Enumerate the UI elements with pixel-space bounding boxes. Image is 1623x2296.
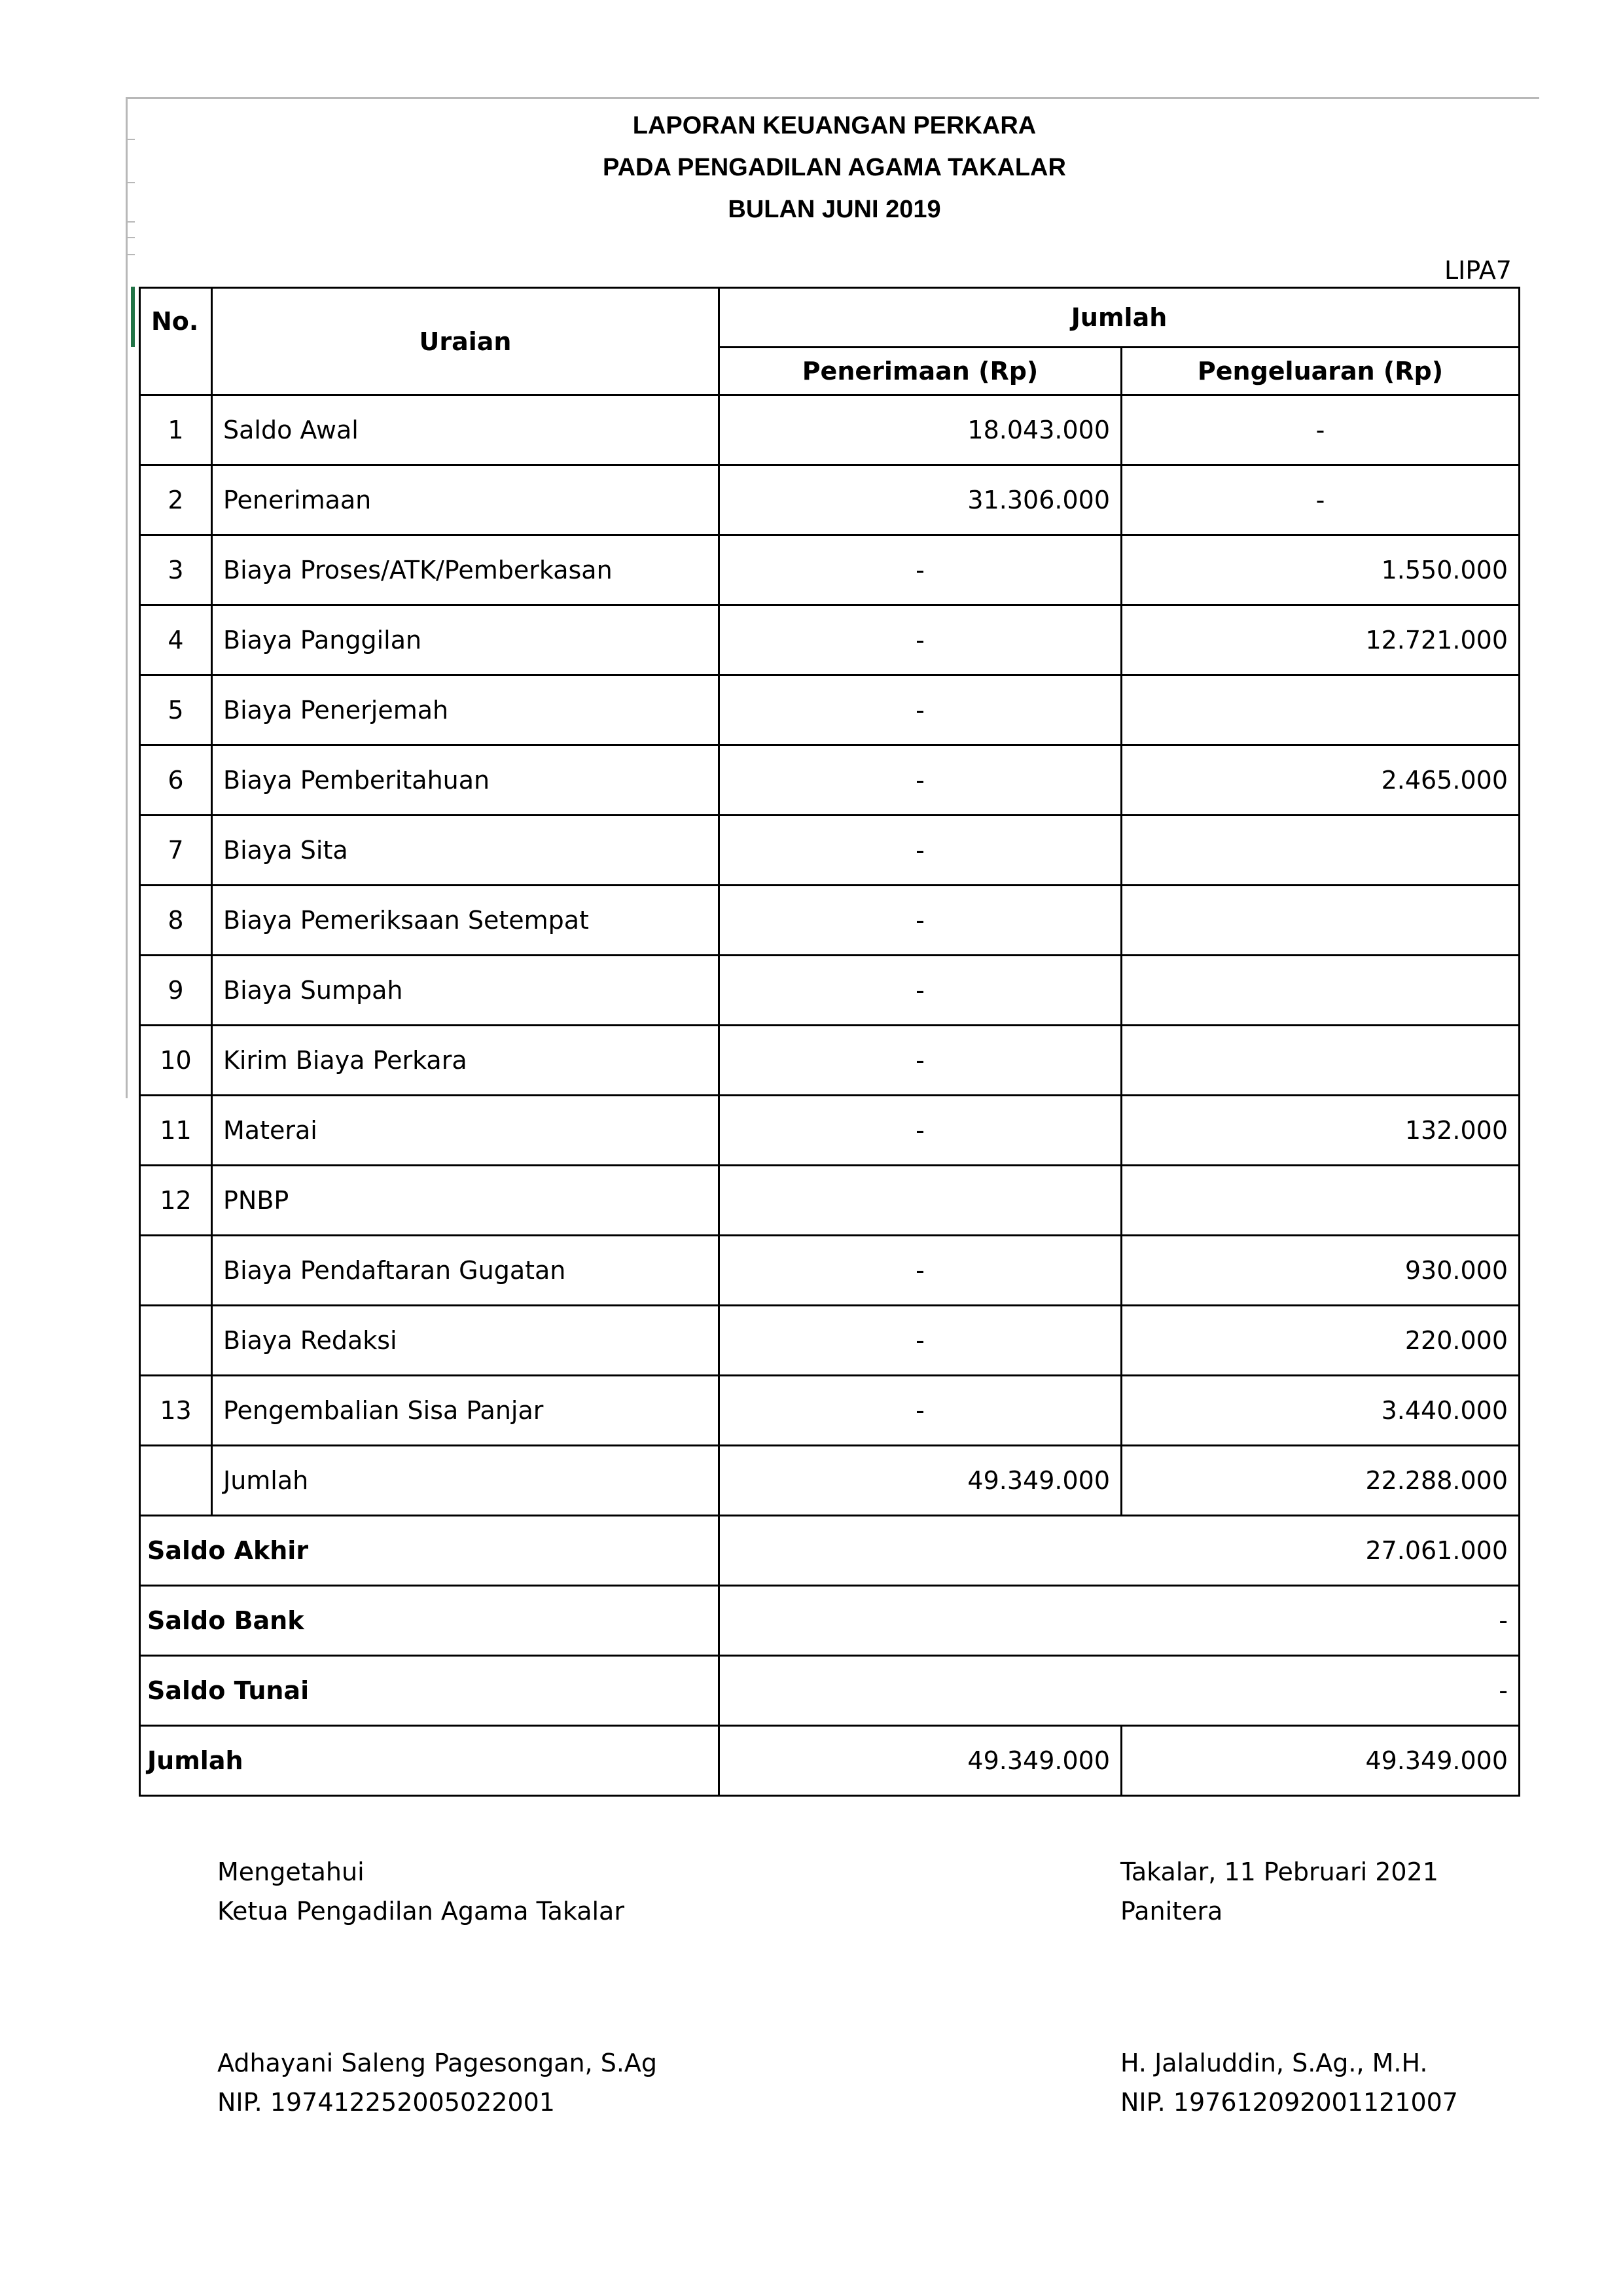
row-no	[140, 1446, 212, 1516]
row-pengeluaran	[1122, 816, 1520, 886]
row-penerimaan: -	[719, 675, 1122, 745]
grand-total-label: Jumlah	[140, 1726, 719, 1796]
saldo-akhir-label: Saldo Akhir	[140, 1516, 719, 1586]
row-uraian: Biaya Sumpah	[212, 956, 719, 1026]
row-uraian: Pengembalian Sisa Panjar	[212, 1376, 719, 1446]
row-penerimaan: -	[719, 1236, 1122, 1306]
table-row	[140, 675, 1520, 745]
row-pengeluaran: 22.288.000	[1122, 1446, 1520, 1516]
row-header-tick	[126, 139, 135, 140]
grand-total-row	[140, 1726, 1520, 1796]
row-pengeluaran	[1122, 1026, 1520, 1096]
signature-left-heading	[217, 1852, 624, 1931]
row-uraian: Biaya Proses/ATK/Pemberkasan	[212, 535, 719, 605]
saldo-akhir-value: 27.061.000	[719, 1516, 1520, 1586]
row-uraian: Biaya Redaksi	[212, 1306, 719, 1376]
header-jumlah: Jumlah	[719, 288, 1520, 348]
table-row-subtotal	[140, 1446, 1520, 1516]
table-row	[140, 605, 1520, 675]
row-penerimaan: -	[719, 956, 1122, 1026]
row-pengeluaran: 220.000	[1122, 1306, 1520, 1376]
table-row	[140, 886, 1520, 956]
header-penerimaan: Penerimaan (Rp)	[719, 348, 1122, 395]
header-no: No.	[140, 288, 212, 395]
row-uraian: Biaya Pendaftaran Gugatan	[212, 1236, 719, 1306]
grand-total-pengeluaran: 49.349.000	[1122, 1726, 1520, 1796]
row-header-tick	[126, 221, 135, 223]
row-no	[140, 1306, 212, 1376]
signature-right-name: H. Jalaluddin, S.Ag., M.H.	[1120, 2049, 1428, 2077]
grand-total-penerimaan: 49.349.000	[719, 1726, 1122, 1796]
table-row	[140, 1166, 1520, 1236]
row-penerimaan: 18.043.000	[719, 395, 1122, 465]
table-row	[140, 1236, 1520, 1306]
row-uraian: Biaya Panggilan	[212, 605, 719, 675]
saldo-bank-row	[140, 1586, 1520, 1656]
signature-right-line2: Panitera	[1120, 1897, 1223, 1926]
row-pengeluaran: 2.465.000	[1122, 745, 1520, 816]
saldo-akhir-row	[140, 1516, 1520, 1586]
title-line-3: BULAN JUNI 2019	[728, 196, 941, 223]
report-title	[144, 105, 1525, 230]
row-uraian: PNBP	[212, 1166, 719, 1236]
row-no: 9	[140, 956, 212, 1026]
row-pengeluaran: -	[1122, 395, 1520, 465]
header-uraian: Uraian	[212, 288, 719, 395]
row-uraian: Biaya Pemeriksaan Setempat	[212, 886, 719, 956]
row-penerimaan: -	[719, 816, 1122, 886]
row-no	[140, 1236, 212, 1306]
row-no: 3	[140, 535, 212, 605]
sheet-gridline-left	[126, 97, 128, 1098]
row-pengeluaran: -	[1122, 465, 1520, 535]
row-pengeluaran	[1122, 675, 1520, 745]
signature-left-name-block	[217, 2043, 657, 2122]
saldo-bank-label: Saldo Bank	[140, 1586, 719, 1656]
row-pengeluaran: 12.721.000	[1122, 605, 1520, 675]
row-no: 10	[140, 1026, 212, 1096]
row-header-tick	[126, 237, 135, 238]
header-pengeluaran: Pengeluaran (Rp)	[1122, 348, 1520, 395]
row-uraian: Biaya Sita	[212, 816, 719, 886]
row-pengeluaran	[1122, 956, 1520, 1026]
row-penerimaan: 31.306.000	[719, 465, 1122, 535]
row-penerimaan: -	[719, 1026, 1122, 1096]
row-penerimaan: -	[719, 1306, 1122, 1376]
row-no: 6	[140, 745, 212, 816]
row-pengeluaran: 1.550.000	[1122, 535, 1520, 605]
row-penerimaan: -	[719, 605, 1122, 675]
table-row	[140, 1096, 1520, 1166]
table-row	[140, 745, 1520, 816]
row-header-tick	[126, 182, 135, 183]
row-no: 2	[140, 465, 212, 535]
form-code: LIPA7	[1444, 256, 1512, 285]
row-no: 8	[140, 886, 212, 956]
table-row	[140, 535, 1520, 605]
row-no: 7	[140, 816, 212, 886]
row-no: 5	[140, 675, 212, 745]
signature-left-name: Adhayani Saleng Pagesongan, S.Ag	[217, 2049, 658, 2077]
row-penerimaan	[719, 1166, 1122, 1236]
table-row	[140, 1306, 1520, 1376]
title-line-1: LAPORAN KEUANGAN PERKARA	[632, 112, 1037, 139]
signature-right-line1: Takalar, 11 Pebruari 2021	[1120, 1857, 1438, 1886]
row-uraian: Penerimaan	[212, 465, 719, 535]
table-row	[140, 1026, 1520, 1096]
row-uraian: Materai	[212, 1096, 719, 1166]
row-uraian: Jumlah	[212, 1446, 719, 1516]
signature-left-line2: Ketua Pengadilan Agama Takalar	[217, 1897, 624, 1926]
row-uraian: Saldo Awal	[212, 395, 719, 465]
saldo-bank-value: -	[719, 1586, 1520, 1656]
sheet-gridline-top	[126, 97, 1539, 99]
signature-right-heading	[1120, 1852, 1438, 1931]
row-uraian: Kirim Biaya Perkara	[212, 1026, 719, 1096]
row-header-tick	[126, 254, 135, 255]
table-row	[140, 956, 1520, 1026]
row-penerimaan: -	[719, 535, 1122, 605]
saldo-tunai-label: Saldo Tunai	[140, 1656, 719, 1726]
signature-right-nip: NIP. 197612092001121007	[1120, 2088, 1458, 2117]
row-uraian: Biaya Penerjemah	[212, 675, 719, 745]
table-body	[140, 395, 1520, 1796]
signature-right-name-block	[1120, 2043, 1458, 2122]
row-pengeluaran	[1122, 1166, 1520, 1236]
row-uraian: Biaya Pemberitahuan	[212, 745, 719, 816]
title-line-2: PADA PENGADILAN AGAMA TAKALAR	[603, 154, 1066, 181]
row-penerimaan: -	[719, 745, 1122, 816]
table-row	[140, 816, 1520, 886]
row-pengeluaran	[1122, 886, 1520, 956]
row-pengeluaran: 930.000	[1122, 1236, 1520, 1306]
row-penerimaan: -	[719, 886, 1122, 956]
row-pengeluaran: 132.000	[1122, 1096, 1520, 1166]
cell-selection-marker	[131, 287, 135, 347]
row-no: 1	[140, 395, 212, 465]
row-no: 13	[140, 1376, 212, 1446]
row-no: 4	[140, 605, 212, 675]
row-penerimaan: 49.349.000	[719, 1446, 1122, 1516]
row-no: 12	[140, 1166, 212, 1236]
signature-left-nip: NIP. 197412252005022001	[217, 2088, 555, 2117]
financial-report-table	[139, 287, 1520, 1797]
saldo-tunai-value: -	[719, 1656, 1520, 1726]
row-pengeluaran: 3.440.000	[1122, 1376, 1520, 1446]
table-row	[140, 465, 1520, 535]
row-penerimaan: -	[719, 1096, 1122, 1166]
signature-left-line1: Mengetahui	[217, 1857, 365, 1886]
row-no: 11	[140, 1096, 212, 1166]
row-penerimaan: -	[719, 1376, 1122, 1446]
table-row	[140, 395, 1520, 465]
table-row	[140, 1376, 1520, 1446]
saldo-tunai-row	[140, 1656, 1520, 1726]
